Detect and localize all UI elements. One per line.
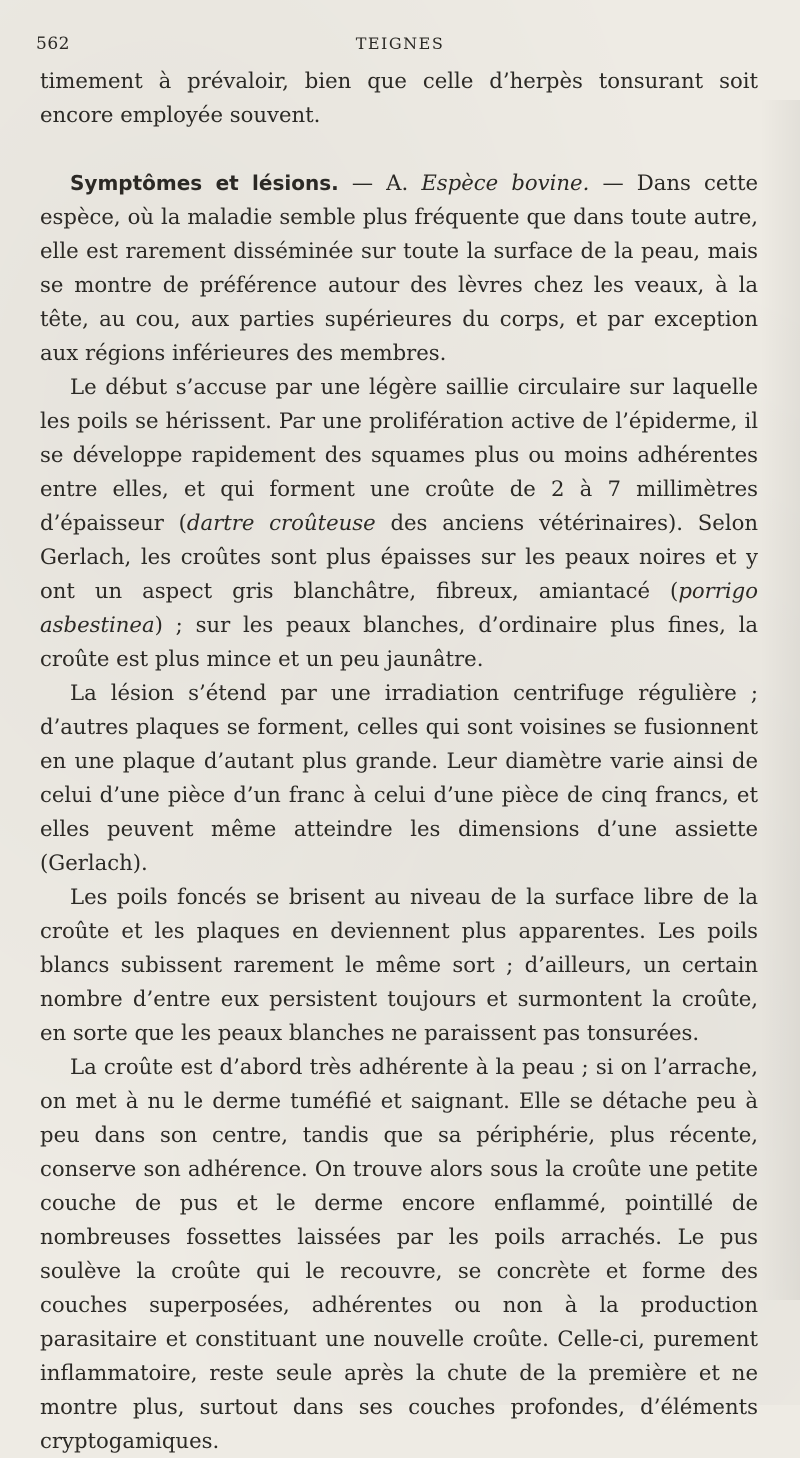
paragraph-text: ) ; sur les peaux blanches, d’ordinaire plus fines, la croûte est plus mince et un peu jaunâtre. [40, 612, 758, 671]
paragraph-croute [40, 1050, 758, 1458]
paragraph-lesion [40, 676, 758, 880]
paragraph-debut [40, 370, 758, 676]
section-heading: Symptômes et lésions. [70, 171, 339, 195]
page-number: 562 [36, 34, 70, 54]
italic-term: porrigo asbestinea [40, 578, 758, 637]
paragraph-text: — Dans cette espèce, où la maladie semble plus fréquente que dans toute autre, elle est rarement disséminée sur toute la surface de la peau, mais se montre de préférence autour des lèvres chez les veaux, à la tête, au cou, aux parties supérieures du corps, et par exception aux régions inférieures des membres. [40, 170, 758, 365]
running-title: TEIGNES [355, 34, 445, 53]
subsection-heading: Espèce bovine. [421, 170, 590, 195]
italic-term: dartre croûteuse [186, 510, 376, 535]
paragraph-text: des anciens vétérinaires). Selon Gerlach, les croûtes sont plus épaisses sur les peaux noires et y ont un aspect gris blanchâtre, fibreux, amiantacé ( [40, 510, 758, 603]
paragraph-symptoms [40, 166, 758, 370]
page-shadow [760, 100, 800, 1300]
body-text [40, 64, 758, 1458]
paragraph-text: timement à prévaloir, bien que celle d’herpès tonsurant soit encore employée souvent. [40, 68, 758, 127]
paragraph-text: Le début s’accuse par une légère saillie circulaire sur laquelle les poils se hérissent. Par une prolifération active de l’épiderme, il se développe rapidement des squames plus ou moins adhérentes entre elles, et qui forment une croûte de 2 à 7 millimètres d’épaisseur ( [40, 374, 758, 535]
paragraph-text: La lésion s’étend par une irradiation centrifuge régulière ; d’autres plaques se forment, celles qui sont voisines se fusionnent en une plaque d’autant plus grande. Leur diamètre varie ainsi de celui d’une pièce d’un franc à celui d’une pièce de cinq francs, et elles peuvent même atteindre les dimensions d’une assiette (Gerlach). [40, 680, 758, 875]
heading-lead: — A. [338, 170, 422, 195]
paragraph-text: La croûte est d’abord très adhérente à la peau ; si on l’arrache, on met à nu le derme tuméfié et saignant. Elle se détache peu à peu dans son centre, tandis que sa périphérie, plus récente, conserve son adhérence. On trouve alors sous la croûte une petite couche de pus et le derme encore enflammé, pointillé de nombreuses fossettes laissées par les poils arrachés. Le pus soulève la croûte qui le recouvre, se concrète et forme des couches superposées, adhérentes ou non à la production parasitaire et constituant une nouvelle croûte. Celle-ci, purement inflammatoire, reste seule après la chute de la première et ne montre plus, surtout dans ses couches profondes, d’éléments cryptogamiques. [40, 1054, 758, 1453]
paragraph-poils [40, 880, 758, 1050]
paragraph-continuation [40, 64, 758, 132]
running-head [36, 34, 764, 58]
paragraph-text: Les poils foncés se brisent au niveau de la surface libre de la croûte et les plaques en deviennent plus apparentes. Les poils blancs subissent rarement le même sort ; d’ailleurs, un certain nombre d’entre eux persistent toujours et surmontent la croûte, en sorte que les peaux blanches ne paraissent pas tonsurées. [40, 884, 758, 1045]
